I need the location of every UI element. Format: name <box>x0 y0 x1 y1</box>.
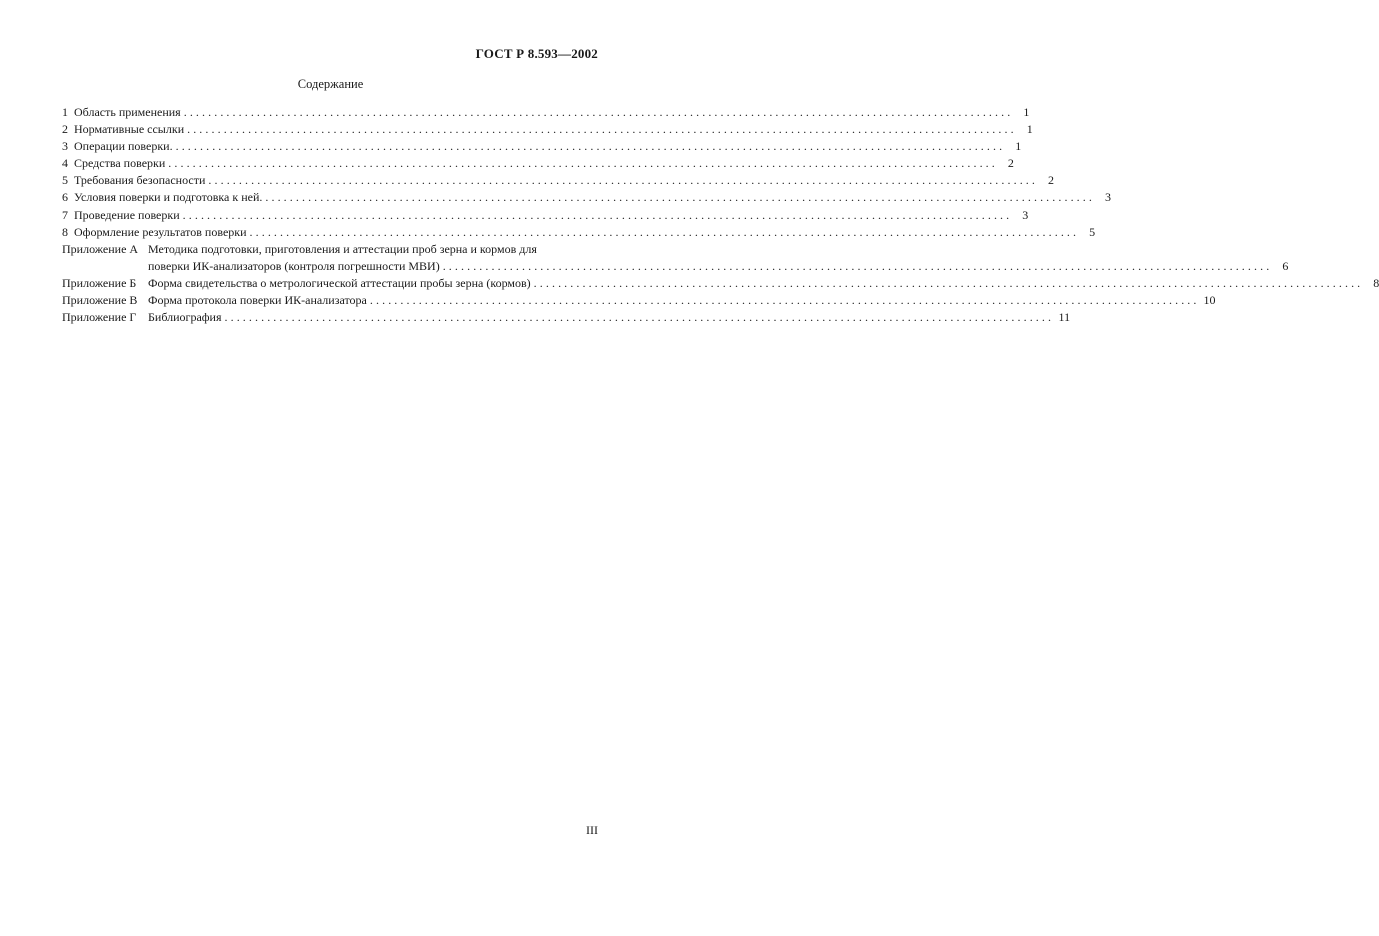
toc-entry-7[interactable] <box>62 207 1029 224</box>
appendix-title: Форма свидетельства о метрологической аттестации пробы зерна (кормов) <box>148 275 534 292</box>
appendix-title: Форма протокола поверки ИК-анализатора <box>148 292 370 309</box>
table-of-contents <box>62 104 1379 326</box>
dot-leader: ........................................................................................................................................ <box>533 275 1364 290</box>
toc-entry-label: Требования безопасности <box>74 172 208 189</box>
toc-entry-number: 5 <box>62 173 68 188</box>
toc-entry-2[interactable] <box>62 121 1033 138</box>
toc-entry-page: 8 <box>1363 275 1379 292</box>
toc-entry-page: 3 <box>1012 207 1028 224</box>
dot-leader: ........................................................................................................................................ <box>224 310 1055 325</box>
toc-entry-page: 2 <box>1038 172 1054 189</box>
page-number: III <box>586 823 598 837</box>
dot-leader: ........................................................................................................................................ <box>208 173 1038 188</box>
document-header: ГОСТ Р 8.593—2002 <box>475 46 598 61</box>
toc-entry-label: Условия поверки и подготовка к ней. <box>74 189 265 206</box>
toc-entry-page: 2 <box>998 155 1014 172</box>
toc-entry-label: Нормативные ссылки <box>74 121 187 138</box>
toc-entry-label: Проведение поверки <box>74 207 183 224</box>
appendix-prefix: Приложение В <box>62 293 138 308</box>
dot-leader: ........................................................................................................................................ <box>265 190 1095 205</box>
dot-leader: ........................................................................................................................................ <box>249 224 1080 239</box>
dot-leader: ........................................................................................................................................ <box>175 139 1006 154</box>
toc-entry-page: 1 <box>1005 138 1021 155</box>
toc-entry-page: 1 <box>1017 121 1033 138</box>
toc-entry-number: 3 <box>62 139 68 154</box>
dot-leader: ........................................................................................................................................ <box>168 156 998 171</box>
toc-entry-number: 8 <box>62 224 68 239</box>
toc-entry-label: Средства поверки <box>74 155 168 172</box>
toc-entry-page: 6 <box>1272 258 1288 275</box>
toc-entry-page: 3 <box>1095 189 1111 206</box>
toc-entry-number: 7 <box>62 207 68 222</box>
toc-appendix-a-line2[interactable] <box>62 258 1289 275</box>
toc-entry-number: 4 <box>62 156 68 171</box>
dot-leader: ........................................................................................................................................ <box>187 122 1017 137</box>
toc-entry-5[interactable] <box>62 172 1054 189</box>
appendix-title: Методика подготовки, приготовления и аттестации проб зерна и кормов для <box>148 241 537 256</box>
toc-appendix-v[interactable] <box>62 292 1216 309</box>
toc-entry-number: 2 <box>62 122 68 137</box>
toc-entry-page: 11 <box>1054 309 1070 326</box>
toc-entry-page: 10 <box>1200 292 1216 309</box>
toc-entry-8[interactable] <box>62 224 1096 241</box>
toc-entry-6[interactable] <box>62 189 1111 206</box>
appendix-title: Библиография <box>148 309 225 326</box>
appendix-prefix: Приложение Г <box>62 310 137 325</box>
toc-entry-label: Оформление результатов поверки <box>74 224 250 241</box>
toc-appendix-g[interactable] <box>62 309 1071 326</box>
dot-leader: ........................................................................................................................................ <box>183 105 1014 119</box>
toc-title: Содержание <box>297 77 364 91</box>
dot-leader: ........................................................................................................................................ <box>369 293 1200 308</box>
appendix-prefix: Приложение Б <box>62 275 137 290</box>
dot-leader: ........................................................................................................................................ <box>442 258 1273 273</box>
appendix-title-cont: поверки ИК-анализаторов (контроля погрешности МВИ) <box>148 258 443 275</box>
toc-entry-page: 5 <box>1079 224 1095 241</box>
toc-entry-number: 6 <box>62 190 68 205</box>
toc-entry-4[interactable] <box>62 155 1014 172</box>
toc-entry-1[interactable] <box>62 104 1030 121</box>
toc-entry-label: Операции поверки. <box>74 138 176 155</box>
toc-entry-page: 1 <box>1013 104 1029 121</box>
toc-appendix-a-line1[interactable] <box>62 241 600 258</box>
appendix-prefix: Приложение А <box>62 241 139 256</box>
dot-leader: ........................................................................................................................................ <box>182 207 1013 222</box>
toc-entry-label: Область применения <box>74 104 184 121</box>
toc-appendix-b[interactable] <box>62 275 1379 292</box>
toc-entry-number: 1 <box>62 105 68 119</box>
toc-entry-3[interactable] <box>62 138 1022 155</box>
